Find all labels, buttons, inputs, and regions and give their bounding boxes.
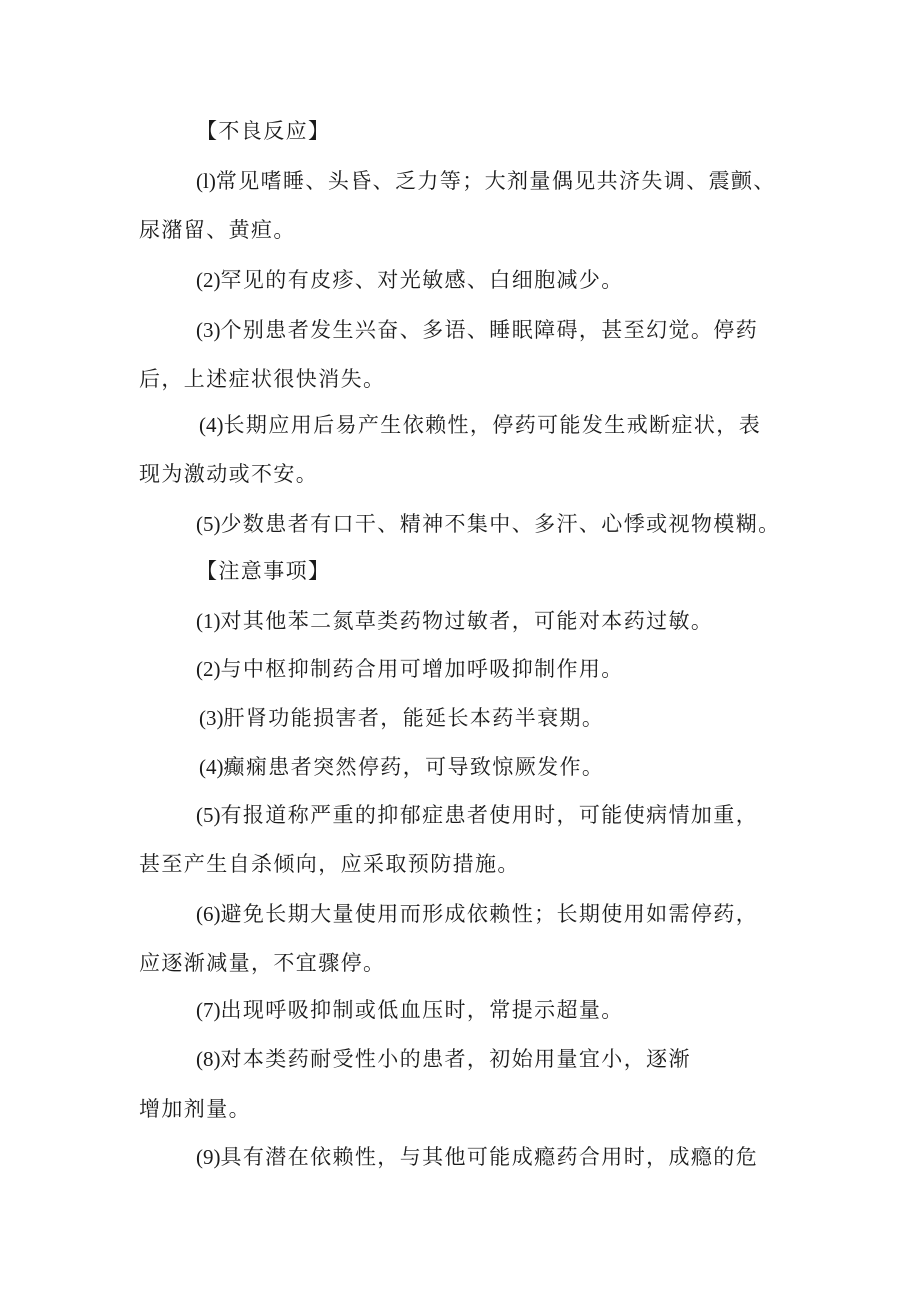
precaution-item-6-line-1 (196, 899, 758, 929)
adverse-item-2 (196, 265, 624, 295)
adverse-item-3-line-2: 后，上述症状很快消失。 (139, 367, 386, 391)
precaution-item-7 (196, 995, 624, 1025)
precaution-item-4 (199, 752, 604, 782)
precaution-item-8-line-1 (196, 1044, 691, 1074)
precaution-item-9-number: (9) (196, 1145, 221, 1169)
adverse-item-1-text: 常见嗜睡、头昏、乏力等；大剂量偶见共济失调、震颤、 (215, 169, 776, 193)
adverse-item-3-number: (3) (196, 318, 221, 342)
adverse-item-4-line-2: 现为激动或不安。 (139, 462, 319, 486)
precaution-item-1-number: (1) (196, 609, 221, 633)
precaution-item-9-line-1 (196, 1142, 758, 1172)
adverse-item-4-text: 长期应用后易产生依赖性，停药可能发生戒断症状，表 (223, 413, 762, 437)
precaution-item-6-line-2: 应逐渐减量，不宜骤停。 (139, 951, 386, 975)
precaution-item-8-text: 对本类药耐受性小的患者，初始用量宜小，逐渐 (220, 1047, 691, 1071)
precaution-item-6-number: (6) (196, 902, 221, 926)
adverse-item-5 (196, 509, 781, 539)
precaution-item-7-number: (7) (196, 998, 221, 1022)
section-heading-adverse-reactions: 【不良反应】 (196, 119, 331, 143)
adverse-item-4-line-1 (199, 410, 761, 440)
precaution-item-3-number: (3) (199, 706, 224, 730)
precaution-item-1 (196, 606, 713, 636)
precaution-item-5-line-1 (196, 800, 758, 830)
precaution-item-4-number: (4) (199, 755, 224, 779)
precaution-item-7-text: 出现呼吸抑制或低血压时，常提示超量。 (220, 998, 624, 1022)
adverse-item-5-number: (5) (196, 512, 221, 536)
precaution-item-9-text: 具有潜在依赖性，与其他可能成瘾药合用时，成瘾的危 (220, 1145, 759, 1169)
precaution-item-5-number: (5) (196, 803, 221, 827)
precaution-item-1-text: 对其他苯二氮草类药物过敏者，可能对本药过敏。 (220, 609, 714, 633)
adverse-item-4-number: (4) (199, 413, 224, 437)
section-heading-precautions: 【注意事项】 (196, 559, 331, 583)
adverse-item-3-line-1 (196, 315, 758, 345)
adverse-item-1-line-2: 尿潴留、黄疸。 (139, 218, 296, 242)
adverse-item-1-number: (l) (196, 169, 216, 193)
precaution-item-3 (199, 703, 604, 733)
adverse-item-2-text: 罕见的有皮疹、对光敏感、白细胞减少。 (220, 268, 624, 292)
adverse-item-1-line-1 (196, 166, 776, 196)
precaution-item-3-text: 肝肾功能损害者，能延长本药半衰期。 (223, 706, 605, 730)
precaution-item-5-line-2: 甚至产生自杀倾向，应采取预防措施。 (139, 852, 520, 876)
precaution-item-2 (196, 654, 624, 684)
precaution-item-5-text: 有报道称严重的抑郁症患者使用时，可能使病情加重， (220, 803, 759, 827)
precaution-item-2-text: 与中枢抑制药合用可增加呼吸抑制作用。 (220, 657, 624, 681)
adverse-item-2-number: (2) (196, 268, 221, 292)
precaution-item-8-number: (8) (196, 1047, 221, 1071)
precaution-item-4-text: 癫痫患者突然停药，可导致惊厥发作。 (223, 755, 605, 779)
precaution-item-8-line-2: 增加剂量。 (139, 1097, 251, 1121)
adverse-item-5-text: 少数患者有口干、精神不集中、多汗、心悸或视物模糊。 (220, 512, 781, 536)
precaution-item-6-text: 避免长期大量使用而形成依赖性；长期使用如需停药， (220, 902, 759, 926)
adverse-item-3-text: 个别患者发生兴奋、多语、睡眠障碍，甚至幻觉。停药 (220, 318, 759, 342)
precaution-item-2-number: (2) (196, 657, 221, 681)
